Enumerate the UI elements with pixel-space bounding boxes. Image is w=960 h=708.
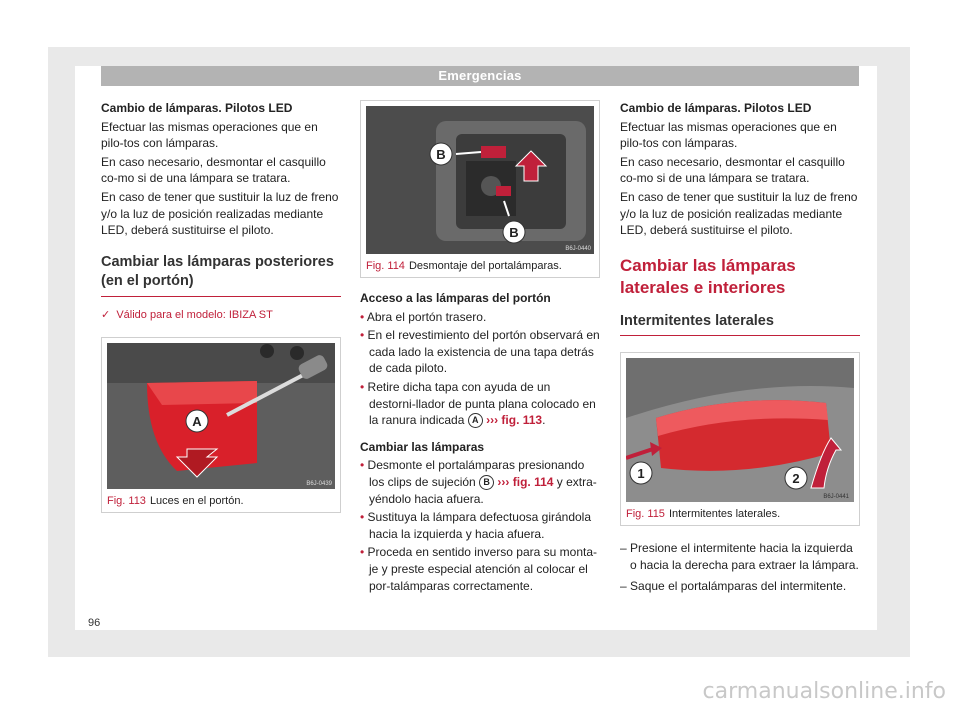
callout-badge-b: B [479, 475, 494, 490]
change-heading: Cambiar las lámparas [360, 439, 485, 454]
column-left [101, 100, 341, 513]
figure-115 [620, 352, 860, 526]
column-middle [360, 100, 600, 596]
paragraph: En caso necesario, desmontar el casquillo co-mo si de una lámpara se tratara. [101, 154, 326, 186]
caption-text: Intermitentes laterales. [668, 508, 781, 521]
figure-number: Fig. 114 [366, 260, 405, 272]
list-item: • Desmonte el portalámparas presionando los clips de sujeción B ››› fig. 114 y extra-yéndolo hacia afuera. [360, 458, 597, 506]
list-item: • En el revestimiento del portón observará en cada lado la existencia de una tapa detrás de cada piloto. [360, 328, 600, 376]
callout-2: 2 [792, 471, 800, 487]
list-item: • Proceda en sentido inverso para su monta-je y preste especial atención al colocar el por-talámparas correctamente. [360, 545, 598, 593]
caption-text: Luces en el portón. [149, 495, 244, 508]
figure-caption [107, 494, 335, 508]
paragraph: Efectuar las mismas operaciones que en pilo-tos con lámparas. [101, 119, 318, 151]
figure-code: B6J-0439 [306, 481, 332, 488]
access-heading: Acceso a las lámparas del portón [360, 291, 551, 305]
step-item: – Presione el intermitente hacia la izquierda o hacia la derecha para extraer la lámpara. [620, 541, 859, 572]
paragraph: En caso de tener que sustituir la luz de freno y/o la luz de posición realizadas mediante LED, deberá sustituirse el piloto. [620, 189, 858, 238]
figure-number: Fig. 115 [626, 508, 665, 521]
paragraph: En caso necesario, desmontar el casquillo co-mo si de una lámpara se tratara. [620, 154, 845, 186]
paragraph: Efectuar las mismas operaciones que en pilo-tos con lámparas. [620, 119, 837, 151]
callout-b-top: B [436, 147, 446, 162]
callout-badge-a: A [468, 413, 483, 428]
list-item: • Abra el portón trasero. [360, 309, 487, 324]
check-icon: ✓ [101, 308, 111, 321]
list-item: • Sustituya la lámpara defectuosa girándola hacia la izquierda y hacia afuera. [360, 510, 592, 541]
figure-reference-link[interactable]: ››› fig. 114 [497, 474, 554, 489]
step-item: – Saque el portalámparas del intermitente. [620, 578, 847, 593]
figure-number: Fig. 113 [107, 495, 146, 508]
section-title: Cambiar las lámparas posteriores (en el portón) [101, 253, 341, 297]
column-right [620, 100, 860, 596]
figure-114 [360, 100, 600, 278]
taillight-illustration [107, 343, 335, 489]
led-heading: Cambio de lámparas. Pilotos LED [620, 101, 812, 115]
lamp-holder-illustration [366, 106, 594, 254]
figure-caption [626, 507, 854, 521]
page-number: 96 [88, 617, 101, 629]
caption-text: Desmontaje del portalámparas. [408, 260, 562, 272]
callout-1: 1 [637, 466, 645, 482]
paragraph: En caso de tener que sustituir la luz de freno y/o la luz de posición realizadas mediante LED, deberá sustituirse el piloto. [101, 189, 339, 238]
figure-reference-link[interactable]: ››› fig. 113 [486, 413, 543, 428]
watermark: carmanualsonline.info [702, 679, 946, 704]
subsection-heading: Intermitentes laterales [620, 313, 860, 337]
callout-b-bottom: B [509, 225, 519, 240]
figure-code: B6J-0441 [823, 494, 849, 501]
list-item: • Retire dicha tapa con ayuda de un destorni-llador de punta plana colocado en la ranura indicada A ››› fig. 113. [360, 379, 596, 428]
section-header: Emergencias [101, 66, 859, 86]
figure-113 [101, 337, 341, 513]
side-indicator-illustration [626, 358, 854, 502]
validity-text: Válido para el modelo: IBIZA ST [116, 308, 273, 321]
main-section-heading: Cambiar las lámparas laterales e interiores [620, 255, 796, 297]
validity-note [101, 307, 341, 324]
led-heading: Cambio de lámparas. Pilotos LED [101, 101, 293, 115]
figure-caption [366, 259, 594, 273]
figure-code: B6J-0440 [565, 246, 591, 252]
callout-a: A [192, 414, 202, 430]
